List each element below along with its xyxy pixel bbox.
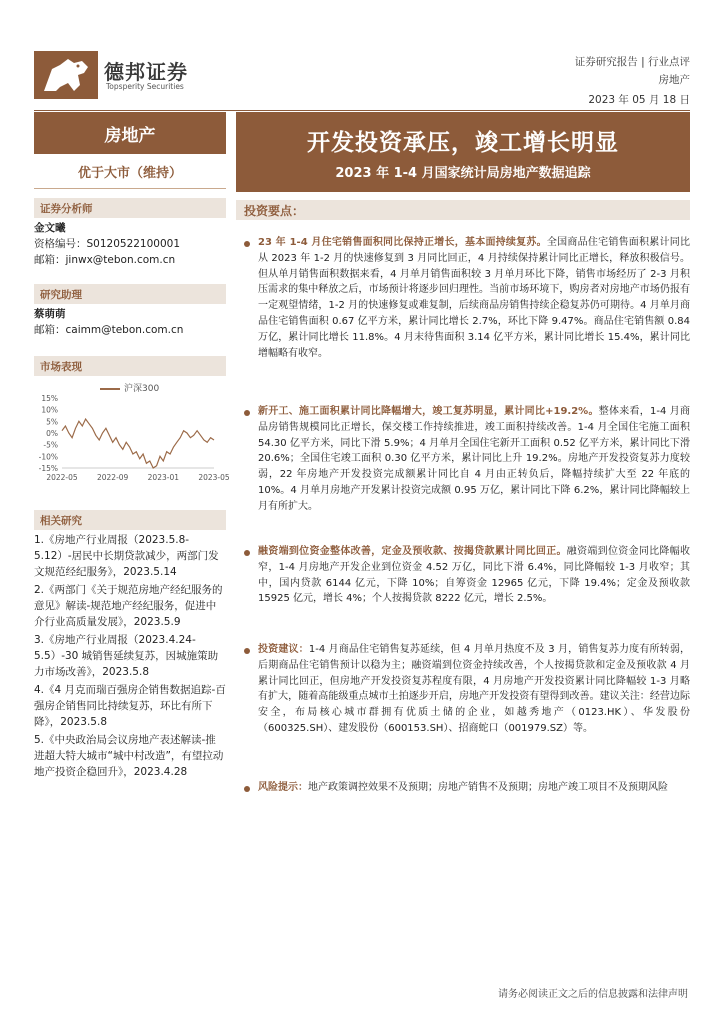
bullet-icon <box>244 550 250 556</box>
research-item: 3.《房地产行业周报（2023.4.24-5.5）-30 城销售延续复苏，因城施策助力市场改善》，2023.5.8 <box>34 634 219 678</box>
x-tick-label: 2023-05 <box>198 473 230 482</box>
sector-title: 房地产 <box>34 112 226 154</box>
research-item: 2.《两部门《关于规范房地产经纪服务的意见》解读-规范地产经纪服务，促进中介行业高质量发展》，2023.5.9 <box>34 584 223 628</box>
y-tick-label: 5% <box>46 417 58 427</box>
y-tick-label: -10% <box>38 452 58 462</box>
market-section-head: 市场表现 <box>34 356 226 376</box>
report-title: 开发投资承压，竣工增长明显 <box>307 130 619 156</box>
bullet-icon <box>244 241 250 247</box>
analyst-section-head: 证券分析师 <box>34 198 226 218</box>
point-risk: 风险提示：地产政策调控效果不及预期；房地产销售不及预期；房地产竣工项目不及预期风险 <box>258 782 668 793</box>
legend-label: 沪深300 <box>124 384 160 394</box>
header-divider <box>34 110 690 111</box>
research-section-head: 相关研究 <box>34 510 226 530</box>
company-logo-icon <box>34 51 98 99</box>
bullet-icon <box>244 410 250 416</box>
rating: 优于大市（维持） <box>77 166 182 181</box>
assistant-section-head: 研究助理 <box>34 284 226 304</box>
x-tick-label: 2022-05 <box>46 473 78 482</box>
key-points-head: 投资要点： <box>236 200 690 220</box>
research-list <box>34 532 226 782</box>
report-subtitle: 2023 年 1-4 月国家统计局房地产数据追踪 <box>335 166 591 181</box>
y-tick-label: 0% <box>46 429 58 438</box>
point-financing: 融资端到位资金整体改善，定金及预收款、按揭贷款累计同比回正。融资端到位资金同比降幅收窄，1-4 月房地产开发企业到位资金 4.52 万亿，同比下滑 6.4%，同比降幅较 1-3 月收窄；其中，国内贷款 6144 亿元，下降 10%；自筹资金 12965 亿元，下降 19.4%；定金及预收款 15925 亿元，增长 4%；个人按揭贷款 8222 亿元，增长 2.5%。 <box>258 546 691 605</box>
assistant-email[interactable]: 邮箱：caimm@tebon.com.cn <box>34 324 184 336</box>
y-tick-label: 15% <box>41 394 58 403</box>
bullet-icon <box>244 786 250 792</box>
x-tick-label: 2022-09 <box>96 473 129 482</box>
point-investment-advice: 投资建议：1-4 月商品住宅销售复苏延续，但 4 月单月热度不及 3 月，销售复苏力度有所转弱，后期商品住宅销售预计以稳为主；融资端到位资金持续改善，个人按揭贷款和定金及预收款 4 月累计同比回正，但房地产开发投资复苏程度有限，4 月房地产开发投资累计同比降幅较 1-3 月略有扩大，随着高能级重点城市土拍逐步开启，房地产开发投资有望得到改善。建议关注：经营边际安全，布局核心城市群拥有优质土储的企业，如越秀地产（0123.HK）、华发股份（600325.SH）、建发股份（600153.SH）、招商蛇口（001979.SZ）等。 <box>258 644 691 734</box>
company-name-cn: 德邦证券 <box>104 60 188 84</box>
analyst-email[interactable]: 邮箱：jinwx@tebon.com.cn <box>34 254 176 266</box>
research-item: 1.《房地产行业周报（2023.5.8-5.12）-居民中长期贷款减少，两部门发文规范经纪服务》，2023.5.14 <box>34 534 219 578</box>
report-type: 证券研究报告 | 行业点评 <box>574 56 690 68</box>
footer-disclaimer: 请务必阅读正文之后的信息披露和法律声明 <box>498 989 688 1000</box>
x-tick-label: 2023-01 <box>147 473 180 482</box>
legend-line-icon <box>100 388 120 390</box>
analyst-name: 金文曦 <box>34 222 66 234</box>
y-tick-label: -15% <box>38 464 58 473</box>
research-item: 5.《中央政治局会议房地产表述解读-推进超大特大城市“城中村改造”，有望拉动地产投资企稳回升》，2023.4.28 <box>34 734 224 778</box>
point-sales: 23 年 1-4 月住宅销售面积同比保持正增长，基本面持续复苏。全国商品住宅销售面积累计同比从 2023 年 1-2 月的快速修复到 3 月同比回正，4 月持续保持累计同比正增长，释放积极信号。但从单月销售面积数据来看，4 月单月销售面积较 3 月单月环比下降，销售市场经历了 2-3 月积压需求的集中释放之后，市场预计将逐步回归理性。当前市场环境下，购房者对房地产市场仍报有一定观望情绪，1-2 月的快速修复或难复制，后续商品房销售持续企稳复苏仍可期待。4 月单月商品住宅销售面积 0.67 亿平方米，累计同比增长 2.7%，环比下降 9.47%。商品住宅销售额 0.84 万亿，累计同比增长 11.8%。4 月末待售面积 3.14 亿平方米，累计同比增长 15.4%，累计同比增幅略有收窄。 <box>258 237 690 359</box>
divider <box>34 188 226 189</box>
company-name-en: Topsperity Securities <box>106 82 184 91</box>
bullet-icon <box>244 648 250 654</box>
research-item: 4.《4 月克而瑞百强房企销售数据追踪-百强房企销售同比持续复苏，环比有所下降》，2023.5.8 <box>34 684 226 728</box>
y-tick-label: -5% <box>43 440 58 450</box>
header-industry: 房地产 <box>658 74 690 86</box>
report-date: 2023 年 05 月 18 日 <box>588 94 690 106</box>
assistant-name: 蔡萌萌 <box>34 308 66 320</box>
analyst-cert: 资格编号：S0120522100001 <box>34 238 181 250</box>
market-chart <box>34 392 230 488</box>
y-tick-label: 10% <box>41 405 58 415</box>
series-line-hs300 <box>62 419 214 468</box>
point-construction: 新开工、施工面积累计同比降幅增大，竣工复苏明显，累计同比+19.2%。整体来看，1-4 月商品房销售规模同比正增长，保交楼工作持续推进，竣工面积持续改善。1-4 月全国住宅施工面积 54.30 亿平方米，同比下滑 5.9%；4 月单月全国住宅新开工面积 0.52 亿平方米，累计同比下滑 20.6%；全国住宅竣工面积 0.30 亿平方米，累计同比上升 19.2%。房地产开发投资复苏力度较弱，22 年房地产开发投资完成额累计同比自 4 月由正转负后，降幅持续扩大至 22 年底的 10%。4 月单月房地产开发累计投资完成额 0.95 万亿，累计同比下降 6.2%，累计同比降幅较上月有所扩大。 <box>258 406 690 512</box>
